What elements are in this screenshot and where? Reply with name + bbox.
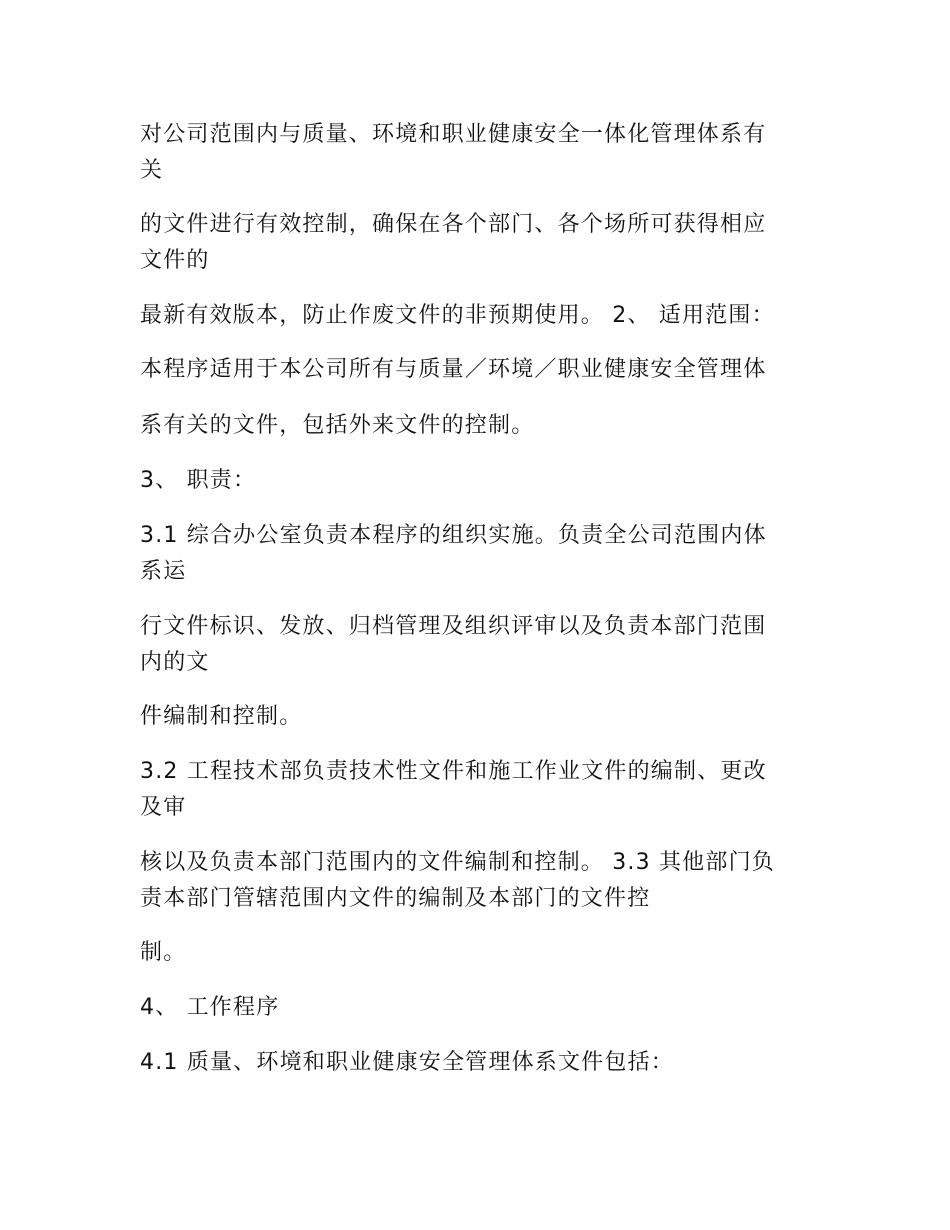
text-line: 文件的	[140, 248, 210, 273]
text-line: 3.2 工程技术部负责技术性文件和施工作业文件的编制、更改	[140, 759, 767, 784]
text-line: 内的文	[140, 650, 210, 675]
section-heading: 4、 工作程序	[140, 995, 280, 1020]
text-line: 制。	[140, 940, 187, 965]
text-line: 本程序适用于本公司所有与质量／环境／职业健康安全管理体	[140, 357, 767, 382]
text-line: 核以及负责本部门范围内的文件编制和控制。 3.3 其他部门负	[140, 850, 775, 875]
text-line: 系运	[140, 559, 187, 584]
text-line: 及审	[140, 795, 187, 820]
text-line: 关	[140, 158, 164, 183]
section-heading: 3、 职责：	[140, 468, 257, 493]
text-line: 行文件标识、发放、归档管理及组织评审以及负责本部门范围	[140, 614, 767, 639]
text-line: 责本部门管辖范围内文件的编制及本部门的文件控	[140, 886, 651, 911]
text-line: 4.1 质量、环境和职业健康安全管理体系文件包括：	[140, 1050, 674, 1075]
text-line: 系有关的文件，包括外来文件的控制。	[140, 413, 535, 438]
text-line: 3.1 综合办公室负责本程序的组织实施。负责全公司范围内体	[140, 523, 767, 548]
text-line: 对公司范围内与质量、环境和职业健康安全一体化管理体系有	[140, 122, 767, 147]
text-line: 件编制和控制。	[140, 704, 303, 729]
text-line: 的文件进行有效控制，确保在各个部门、各个场所可获得相应	[140, 212, 767, 237]
text-line: 最新有效版本，防止作废文件的非预期使用。 2、 适用范围：	[140, 303, 775, 328]
